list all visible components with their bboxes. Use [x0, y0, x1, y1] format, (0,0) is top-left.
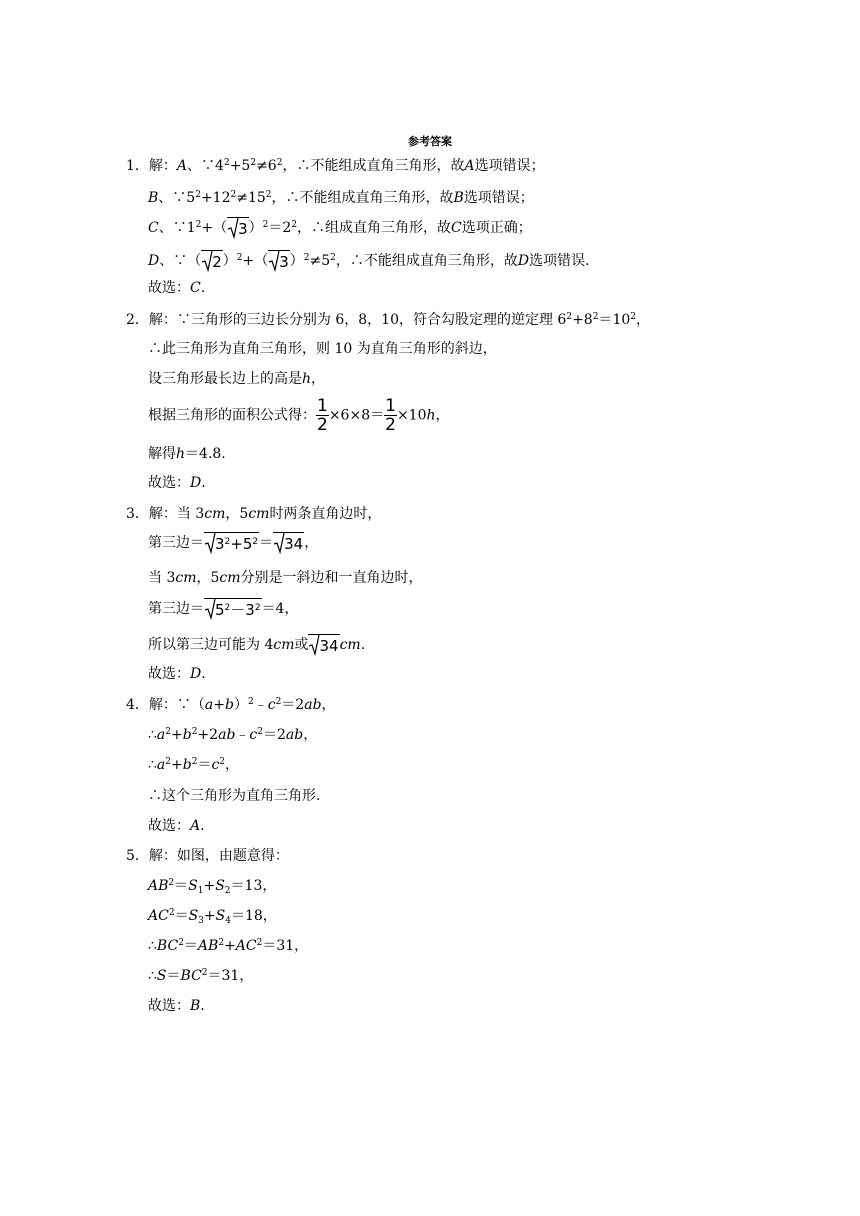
sqrt-symbol: 34	[308, 634, 339, 656]
q3-line4: 第三边＝ $5^2-3^2=4$，	[148, 598, 298, 620]
q2-line5: 解得h＝4.8.	[148, 446, 226, 462]
q5-line2: $AB^2=S_1+S_2=13$，	[148, 878, 277, 896]
q2-answer: 故选：D.	[148, 475, 206, 491]
q4-line2: $\therefore a^2+b^2+2ab﹣c^2=2ab$，	[148, 727, 318, 743]
sqrt-symbol: 2	[201, 250, 223, 272]
q3-line5: 所以第三边可能为 4cm或 34cm.	[148, 634, 365, 656]
q1-line4: D、∵（ 2）$^2$+（ $3)^2\ne 5^2$，∴不能组成直角三角形，故D选项错误.	[148, 250, 590, 272]
sqrt-symbol: 3	[227, 217, 249, 239]
q4-answer: 故选：A.	[148, 818, 205, 834]
q1-line3: C、$\because 1^2+$（ $3)^2=2^2$，∴组成直角三角形，故C选项正确；	[148, 217, 532, 239]
q3-line1: 3．解：当 3cm，5cm时两条直角边时，	[126, 506, 382, 522]
q1-line2: B、$\because 5^2+12^2\ne 15^2$，∴不能组成直角三角形，故B选项错误；	[148, 190, 534, 206]
q4-line1: 4．解：$\because(a+b)^2﹣c^2=2ab$，	[126, 697, 336, 713]
q5-line3: $AC^2=S_3+S_4=18$，	[148, 908, 277, 926]
fraction-one-half: $\frac{1}{2}$	[385, 396, 396, 435]
q2-line1: 2．解：∵三角形的三边长分别为 6，8，10，符合勾股定理的逆定理 $6^2+8^2=10^2$，	[126, 312, 651, 328]
q4-line3: $\therefore a^2+b^2=c^2$，	[148, 757, 240, 773]
sqrt-symbol: $3^2+5^2$	[204, 532, 259, 554]
q2-line2: ∴此三角形为直角三角形，则 10 为直角三角形的斜边，	[148, 341, 497, 357]
q3-line2: 第三边＝ $3^2+5^2=$ 34，	[148, 532, 318, 554]
q5-line1: 5．解：如图，由题意得：	[126, 848, 289, 864]
q4-line4: ∴这个三角形为直角三角形.	[148, 788, 321, 804]
sqrt-symbol: $5^2-3^2$	[204, 598, 262, 620]
sqrt-symbol: 34	[273, 532, 304, 554]
q1-answer: 故选：C.	[148, 280, 206, 296]
q5-answer: 故选：B.	[148, 998, 205, 1014]
q5-line4: $\therefore BC^2=AB^2+AC^2=31$，	[148, 938, 309, 954]
q3-line3: 当 3cm，5cm分别是一斜边和一直角边时，	[148, 570, 423, 586]
q2-line3: 设三角形最长边上的高是h，	[148, 371, 326, 387]
fraction-one-half: $\frac{1}{2}$	[317, 396, 328, 435]
sqrt-symbol: 3	[268, 250, 290, 272]
q1-line1: 1．解：A、$\because 4^2+5^2\ne 6^2$，∴不能组成直角三角形，故A选项错误；	[126, 158, 545, 174]
q2-line4: 根据三角形的面积公式得： $\frac{1}{2}$ ×6×8＝ $\frac{1}{2}$ ×10h，	[148, 396, 450, 435]
q5-line5: $\therefore S=BC^2=31$，	[148, 968, 254, 984]
page-title: 参考答案	[408, 135, 452, 148]
q3-answer: 故选：D.	[148, 666, 206, 682]
